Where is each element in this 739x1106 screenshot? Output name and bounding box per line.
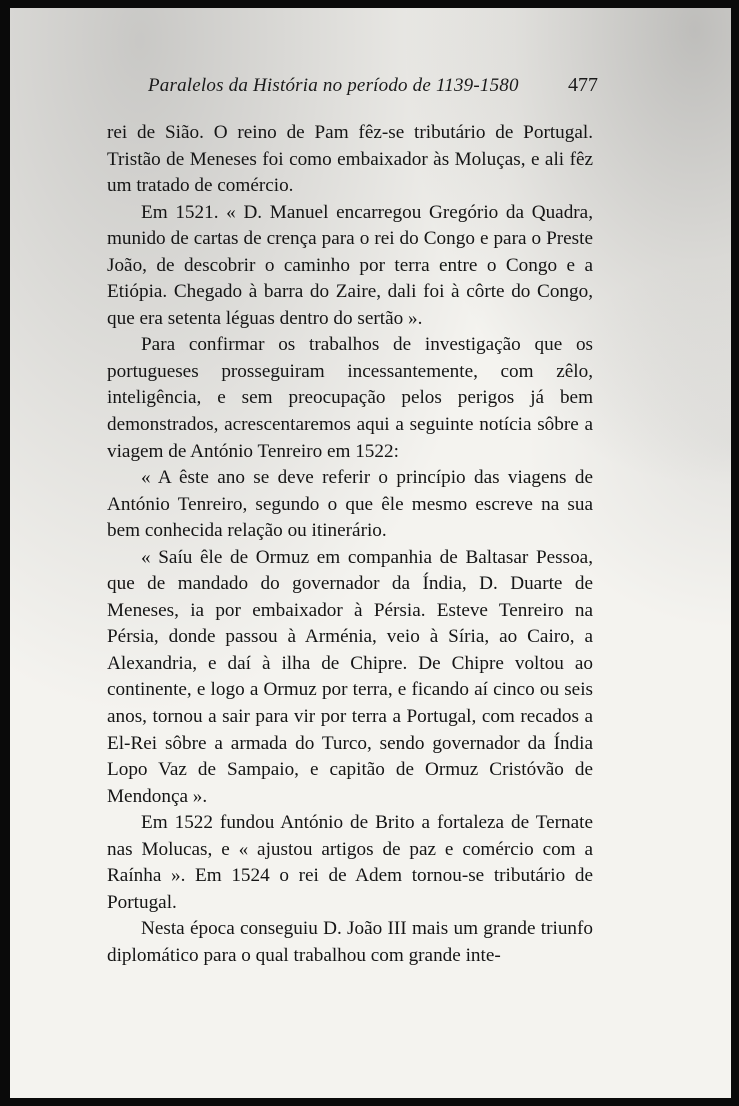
paragraph: Para confirmar os trabalhos de investigação que os portugueses prosseguiram incessantemente, com zêlo, inteligência, e sem preocupação pelos perigos já bem demonstrados, acrescentaremos aqui a seguinte notícia sôbre a viagem de António Tenreiro em 1522: — [107, 334, 593, 462]
running-head — [148, 74, 598, 97]
quotation-paragraph: « Saíu êle de Ormuz em companhia de Baltasar Pessoa, que de mandado do governador da Índia, D. Duarte de Meneses, ia por embaixador à Pérsia. Esteve Tenreiro na Pérsia, donde passou à Arménia, veio à Síria, ao Cairo, a Alexandria, e daí à ilha de Chipre. De Chipre voltou ao continente, e logo a Ormuz por terra, e ficando aí cinco ou seis anos, tornou a sair para vir por terra a Portugal, com recados a El-Rei sôbre a armada do Turco, sendo governador da Índia Lopo Vaz de Sampaio, e capitão de Ormuz Cristóvão de Mendonça ». — [107, 546, 593, 807]
paragraph: rei de Sião. O reino de Pam fêz-se tributário de Portugal. Tristão de Meneses foi como embaixador às Moluças, e ali fêz um tratado de comércio. — [107, 122, 593, 197]
paragraph: Em 1521. « D. Manuel encarregou Gregório da Quadra, munido de cartas de crença para o rei do Congo e para o Preste João, de descobrir o caminho por terra entre o Congo e a Etiópia. Chegado à barra do Zaire, dali foi à côrte do Congo, que era setenta léguas dentro do sertão ». — [107, 201, 593, 329]
paragraph: Nesta época conseguiu D. João III mais um grande triunfo diplomático para o qual trabalhou com grande inte- — [107, 918, 593, 966]
page-number: 477 — [568, 74, 598, 96]
body-text — [107, 120, 593, 970]
quotation-paragraph: « A êste ano se deve referir o princípio das viagens de António Tenreiro, segundo o que êle mesmo escreve na sua bem conhecida relação ou itinerário. — [107, 467, 593, 542]
paragraph: Em 1522 fundou António de Brito a fortaleza de Ternate nas Molucas, e « ajustou artigos de paz e comércio com a Raínha ». Em 1524 o rei de Adem tornou-se tributário de Portugal. — [107, 812, 593, 913]
book-page — [10, 8, 731, 1098]
running-title: Paralelos da História no período de 1139-1580 — [148, 75, 519, 96]
